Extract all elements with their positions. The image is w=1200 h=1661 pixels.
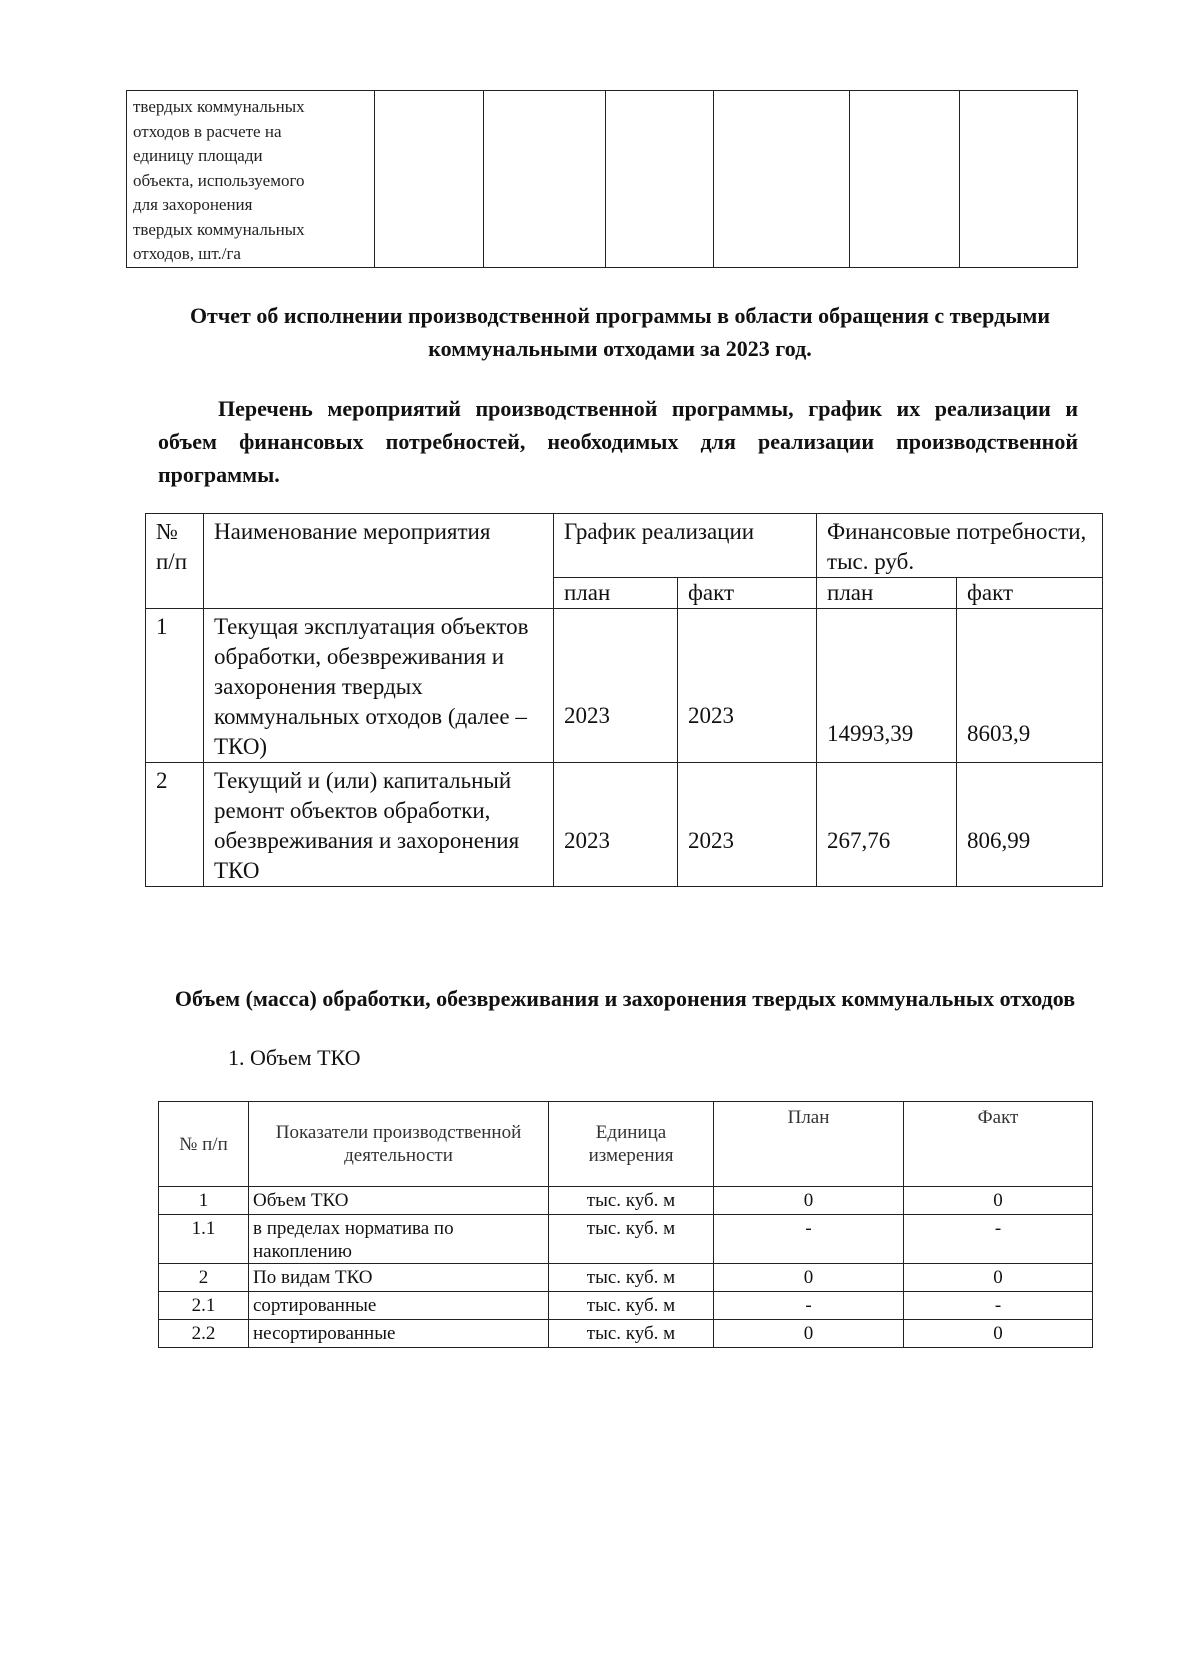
report-title: Отчет об исполнении производственной программы в области обращения с твердыми коммунальными отходами за 2023 год.	[189, 303, 1051, 361]
cell-fact: -	[904, 1292, 1093, 1320]
volume-table	[158, 1101, 1093, 1348]
cell-num: 1	[146, 609, 204, 763]
cell-num: 2	[159, 1264, 249, 1292]
table-row	[146, 609, 1103, 763]
empty-cell	[714, 91, 850, 268]
cell-fin-plan: 267,76	[817, 763, 957, 887]
table-row	[127, 91, 1078, 268]
empty-cell	[960, 91, 1078, 268]
indicator-label-cell: твердых коммунальных отходов в расчете на единицу площади объекта, используемого для захоронения твердых коммунальных отходов, шт./га	[127, 91, 375, 268]
cell-fact: 0	[904, 1320, 1093, 1348]
cell-num: 1	[159, 1187, 249, 1215]
cell-fin-plan: 14993,39	[817, 609, 957, 763]
empty-cell	[606, 91, 714, 268]
col-header-fin-plan: план	[817, 578, 957, 609]
table-row	[159, 1292, 1093, 1320]
empty-cell	[484, 91, 606, 268]
empty-cell	[850, 91, 960, 268]
measures-list-title: Перечень мероприятий производственной программы, график их реализации и объем финансовых потребностей, необходимых для реализации производственной программы.	[158, 396, 1078, 487]
col-header-num: № п/п	[146, 514, 204, 609]
cell-num: 2.1	[159, 1292, 249, 1320]
measures-table	[145, 513, 1103, 887]
cell-indicator: сортированные	[249, 1292, 549, 1320]
table-row	[159, 1215, 1093, 1264]
cell-plan: 2023	[554, 609, 678, 763]
cell-plan: 0	[714, 1320, 904, 1348]
cell-unit: тыс. куб. м	[549, 1264, 714, 1292]
cell-name: Текущий и (или) капитальный ремонт объектов обработки, обезвреживания и захоронения ТКО	[204, 763, 554, 887]
col-header-fact: факт	[678, 578, 817, 609]
table-row	[159, 1264, 1093, 1292]
col-header-finance: Финансовые потребности, тыс. руб.	[817, 514, 1103, 578]
cell-plan: 0	[714, 1264, 904, 1292]
cell-fact: -	[904, 1215, 1093, 1264]
volume-section-title: Объем (масса) обработки, обезвреживания и захоронения твердых коммунальных отходов	[174, 986, 1076, 1011]
cell-fact: 0	[904, 1187, 1093, 1215]
cell-indicator: Объем ТКО	[249, 1187, 549, 1215]
cell-plan: -	[714, 1215, 904, 1264]
cell-unit: тыс. куб. м	[549, 1215, 714, 1264]
cell-indicator: несортированные	[249, 1320, 549, 1348]
table-row	[146, 763, 1103, 887]
cell-num: 1.1	[159, 1215, 249, 1264]
cell-plan: 0	[714, 1187, 904, 1215]
header-row	[146, 514, 1103, 578]
cell-name: Текущая эксплуатация объектов обработки, обезвреживания и захоронения твердых коммунальных отходов (далее – ТКО)	[204, 609, 554, 763]
col-header-plan: План	[714, 1102, 904, 1187]
col-header-unit: Единица измерения	[549, 1102, 714, 1187]
table-row	[159, 1320, 1093, 1348]
cell-plan: 2023	[554, 763, 678, 887]
cell-num: 2.2	[159, 1320, 249, 1348]
col-header-fact: Факт	[904, 1102, 1093, 1187]
cell-fact: 2023	[678, 609, 817, 763]
header-row	[159, 1102, 1093, 1187]
table-row	[159, 1187, 1093, 1215]
cell-plan: -	[714, 1292, 904, 1320]
col-header-num: № п/п	[159, 1102, 249, 1187]
cell-num: 2	[146, 763, 204, 887]
col-header-schedule: График реализации	[554, 514, 817, 578]
col-header-fin-fact: факт	[957, 578, 1103, 609]
cell-unit: тыс. куб. м	[549, 1292, 714, 1320]
cell-indicator: По видам ТКО	[249, 1264, 549, 1292]
cell-fin-fact: 806,99	[957, 763, 1103, 887]
empty-cell	[375, 91, 484, 268]
col-header-name: Наименование мероприятия	[204, 514, 554, 609]
cell-fin-fact: 8603,9	[957, 609, 1103, 763]
continued-indicator-table	[126, 90, 1078, 268]
cell-fact: 2023	[678, 763, 817, 887]
cell-fact: 0	[904, 1264, 1093, 1292]
col-header-indicator: Показатели производственной деятельности	[249, 1102, 549, 1187]
volume-subsection-title: 1. Объем ТКО	[228, 1045, 361, 1070]
col-header-plan: план	[554, 578, 678, 609]
cell-indicator: в пределах норматива по накоплению	[249, 1215, 549, 1264]
cell-unit: тыс. куб. м	[549, 1320, 714, 1348]
cell-unit: тыс. куб. м	[549, 1187, 714, 1215]
